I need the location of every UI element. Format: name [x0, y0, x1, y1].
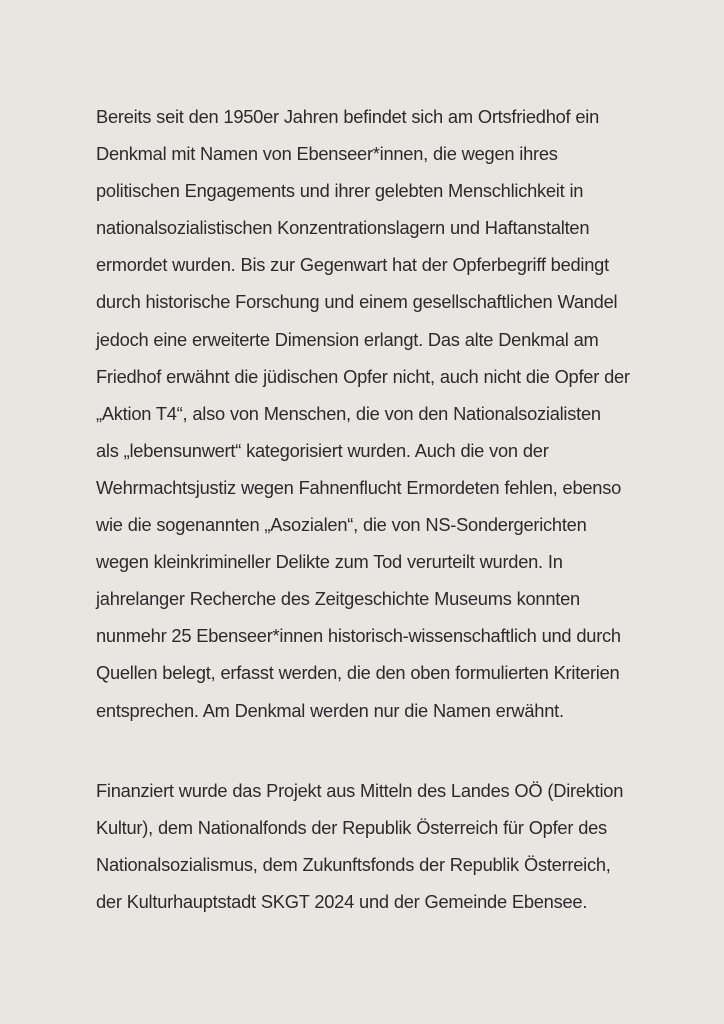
paragraph-funding: [96, 772, 686, 920]
text-line: nunmehr 25 Ebenseer*innen historisch-wissenschaftlich und durch: [96, 625, 621, 647]
text-line: Nationalsozialismus, dem Zukunftsfonds der Republik Österreich,: [96, 854, 611, 876]
text-line: Bereits seit den 1950er Jahren befindet sich am Ortsfriedhof ein: [96, 106, 600, 127]
text-line: der Kulturhauptstadt SKGT 2024 und der Gemeinde Ebensee.: [96, 891, 588, 913]
text-line: Finanziert wurde das Projekt aus Mitteln des Landes OÖ (Direktion: [96, 780, 624, 801]
text-line: entsprechen. Am Denkmal werden nur die Namen erwähnt.: [96, 699, 564, 721]
text-line: als „lebensunwert“ kategorisiert wurden. Auch die von der: [96, 439, 549, 461]
text-line: politischen Engagements und ihrer gelebten Menschlichkeit in: [96, 180, 584, 202]
text-line: wegen kleinkrimineller Delikte zum Tod verurteilt wurden. In: [96, 551, 563, 573]
text-line: ermordet wurden. Bis zur Gegenwart hat der Opferbegriff bedingt: [96, 254, 609, 276]
text-line: Quellen belegt, erfasst werden, die den oben formulierten Kriterien: [96, 662, 620, 684]
text-line: „Aktion T4“, also von Menschen, die von den Nationalsozialisten: [96, 402, 601, 424]
text-line: nationalsozialistischen Konzentrationslagern und Haftanstalten: [96, 217, 590, 239]
text-line: jedoch eine erweiterte Dimension erlangt. Das alte Denkmal am: [96, 328, 599, 350]
paragraph-memorial-history: [96, 98, 686, 729]
text-line: Friedhof erwähnt die jüdischen Opfer nicht, auch nicht die Opfer der: [96, 365, 630, 387]
text-line: jahrelanger Recherche des Zeitgeschichte Museums konnten: [96, 588, 580, 610]
text-line: Kultur), dem Nationalfonds der Republik Österreich für Opfer des: [96, 817, 607, 839]
text-line: durch historische Forschung und einem gesellschaftlichen Wandel: [96, 291, 618, 313]
text-line: Wehrmachtsjustiz wegen Fahnenflucht Ermordeten fehlen, ebenso: [96, 476, 622, 498]
text-line: Denkmal mit Namen von Ebenseer*innen, die wegen ihres: [96, 143, 558, 165]
text-line: wie die sogenannten „Asozialen“, die von NS-Sondergerichten: [96, 514, 587, 536]
